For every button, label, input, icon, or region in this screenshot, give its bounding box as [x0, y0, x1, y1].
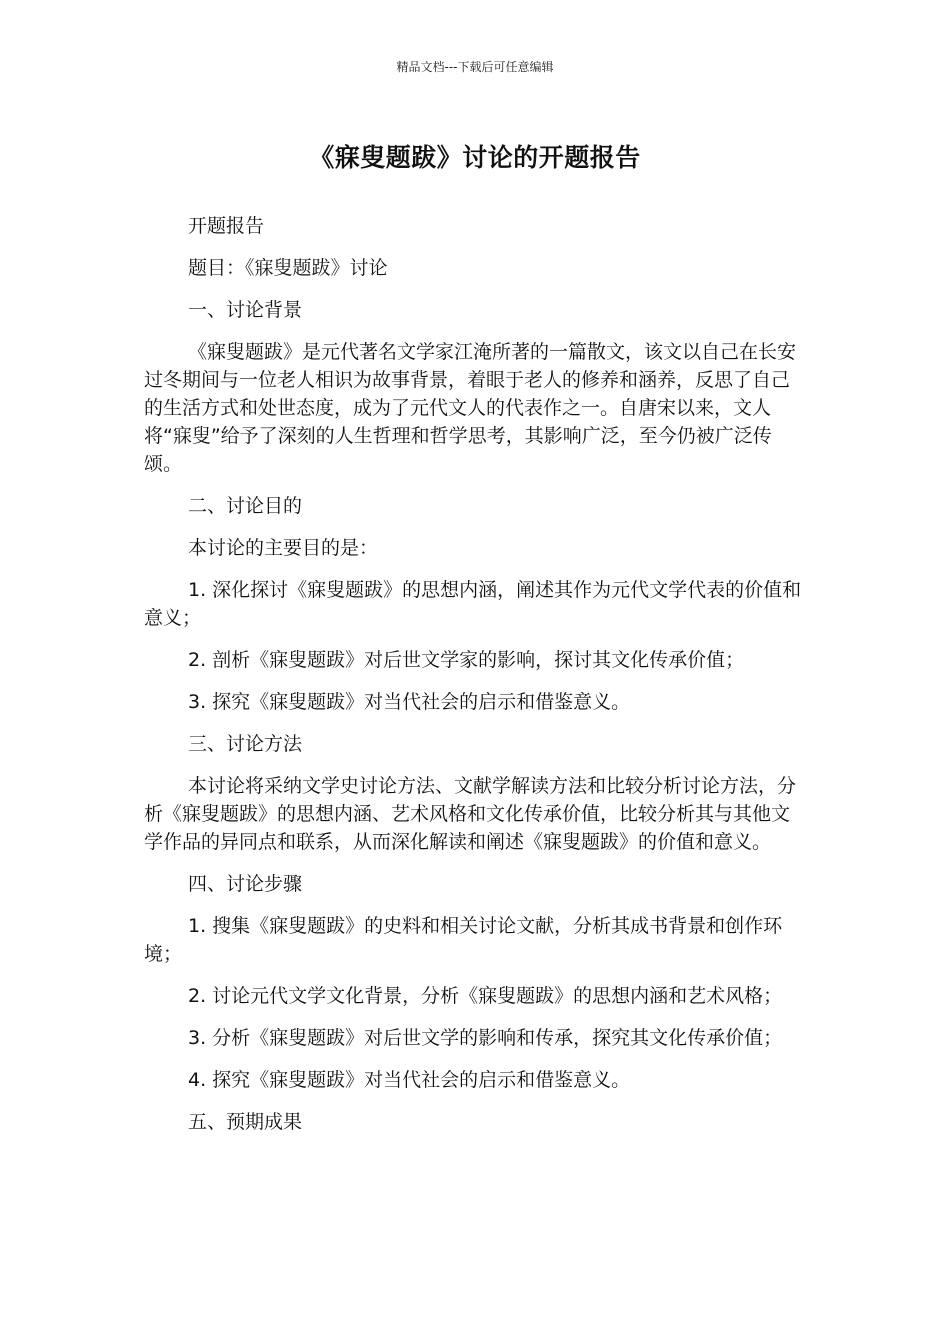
section-heading-outcomes: 五、预期成果: [188, 1111, 303, 1133]
list-item-purpose-3: 3. 探究《寐叟题跋》对当代社会的启示和借鉴意义。: [188, 691, 631, 713]
list-item-step-2: 2. 讨论元代文学文化背景，分析《寐叟题跋》的思想内涵和艺术风格；: [188, 985, 783, 1007]
section-heading-background: 一、讨论背景: [188, 299, 303, 321]
paragraph-background: 《寐叟题跋》是元代著名文学家江淹所著的一篇散文，该文以自己在长安过冬期间与一位老人相识为故事背景，着眼于老人的修养和涵养，反思了自己的生活方式和处世态度，成为了元代文人的代表作之一。自唐宋以来，文人将“寐叟”给予了深刻的人生哲理和哲学思考，其影响广泛，至今仍被广泛传颂。: [144, 341, 797, 475]
document-title: 《寐叟题跋》讨论的开题报告: [309, 143, 641, 172]
list-item-step-3: 3. 分析《寐叟题跋》对后世文学的影响和传承，探究其文化传承价值；: [188, 1027, 783, 1049]
paragraph-topic: 题目：《寐叟题跋》讨论: [188, 257, 388, 279]
list-item-purpose-1: 1. 深化探讨《寐叟题跋》的思想内涵，阐述其作为元代文学代表的价值和意义；: [144, 579, 802, 629]
list-item-purpose-2: 2. 剖析《寐叟题跋》对后世文学家的影响，探讨其文化传承价值；: [188, 649, 745, 671]
section-heading-method: 三、讨论方法: [188, 733, 303, 755]
section-heading-steps: 四、讨论步骤: [188, 873, 303, 895]
document-body: [144, 212, 804, 1150]
list-item-step-1: 1. 搜集《寐叟题跋》的史料和相关讨论文献，分析其成书背景和创作环境；: [144, 915, 783, 965]
paragraph-purpose-intro: 本讨论的主要目的是：: [188, 537, 379, 559]
list-item-step-4: 4. 探究《寐叟题跋》对当代社会的启示和借鉴意义。: [188, 1069, 631, 1091]
page-header: 精品文档---下载后可任意编辑: [396, 60, 554, 74]
paragraph-report-label: 开题报告: [188, 215, 265, 237]
section-heading-purpose: 二、讨论目的: [188, 495, 303, 517]
paragraph-method: 本讨论将采纳文学史讨论方法、文献学解读方法和比较分析讨论方法，分析《寐叟题跋》的思想内涵、艺术风格和文化传承价值，比较分析其与其他文学作品的异同点和联系，从而深化解读和阐述《寐叟题跋》的价值和意义。: [144, 775, 797, 853]
